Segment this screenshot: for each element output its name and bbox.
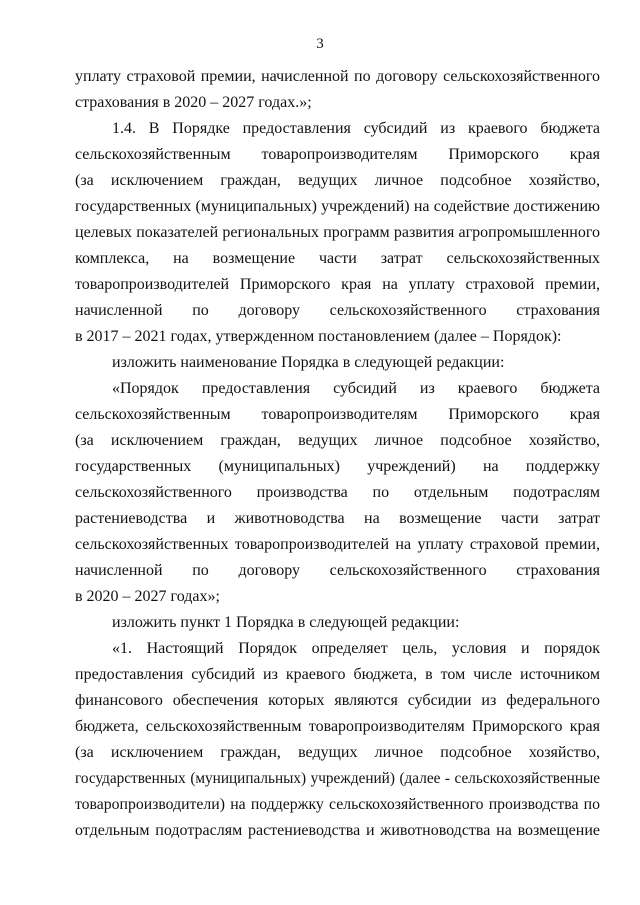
text-line: (за исключением граждан, ведущих личное подсобное хозяйство, — [75, 744, 600, 761]
text-line: начисленной по договору сельскохозяйственного страхования — [75, 562, 600, 579]
text-line: 1.4. В Порядке предоставления субсидий из краевого бюджета — [112, 120, 600, 137]
text-line: сельскохозяйственным товаропроизводителям Приморского края — [75, 146, 600, 163]
text-line: предоставления субсидий из краевого бюджета, в том числе источником — [75, 666, 600, 683]
text-line: отдельным подотраслям растениеводства и животноводства на возмещение — [75, 822, 600, 839]
text-line: (за исключением граждан, ведущих личное подсобное хозяйство, — [75, 172, 600, 189]
text-line: государственных (муниципальных) учреждений) (далее - сельскохозяйственные — [75, 770, 600, 787]
text-line: государственных (муниципальных) учреждений) на содействие достижению — [75, 198, 600, 215]
text-line: финансового обеспечения которых являются субсидии из федерального — [75, 692, 600, 709]
text-line: сельскохозяйственных товаропроизводителей на уплату страховой премии, — [75, 536, 600, 553]
text-line: страхования в 2020 – 2027 годах.»; — [75, 94, 312, 111]
text-line: «1. Настоящий Порядок определяет цель, условия и порядок — [112, 640, 600, 657]
text-line: сельскохозяйственного производства по отдельным подотраслям — [75, 484, 600, 501]
text-line: (за исключением граждан, ведущих личное подсобное хозяйство, — [75, 432, 600, 449]
text-line: товаропроизводителей Приморского края на уплату страховой премии, — [75, 276, 600, 293]
text-line: «Порядок предоставления субсидий из краевого бюджета — [112, 380, 600, 397]
text-line: сельскохозяйственным товаропроизводителям Приморского края — [75, 406, 600, 423]
text-line: изложить наименование Порядка в следующей редакции: — [112, 354, 505, 371]
text-line: государственных (муниципальных) учреждений) на поддержку — [75, 458, 600, 475]
text-line: комплекса, на возмещение части затрат сельскохозяйственных — [75, 250, 600, 267]
text-line: в 2020 – 2027 годах»; — [75, 588, 220, 605]
text-line: начисленной по договору сельскохозяйственного страхования — [75, 302, 600, 319]
text-line: растениеводства и животноводства на возмещение части затрат — [75, 510, 600, 527]
text-line: изложить пункт 1 Порядка в следующей редакции: — [112, 614, 460, 631]
text-line: товаропроизводители) на поддержку сельскохозяйственного производства по — [75, 796, 600, 813]
text-line: целевых показателей региональных программ развития агропромышленного — [75, 224, 600, 241]
text-line: уплату страховой премии, начисленной по договору сельскохозяйственного — [75, 68, 600, 85]
text-line: бюджета, сельскохозяйственным товаропроизводителям Приморского края — [75, 718, 600, 735]
page-number: 3 — [316, 36, 324, 52]
text-line: в 2017 – 2021 годах, утвержденном постановлением (далее – Порядок): — [75, 328, 562, 345]
